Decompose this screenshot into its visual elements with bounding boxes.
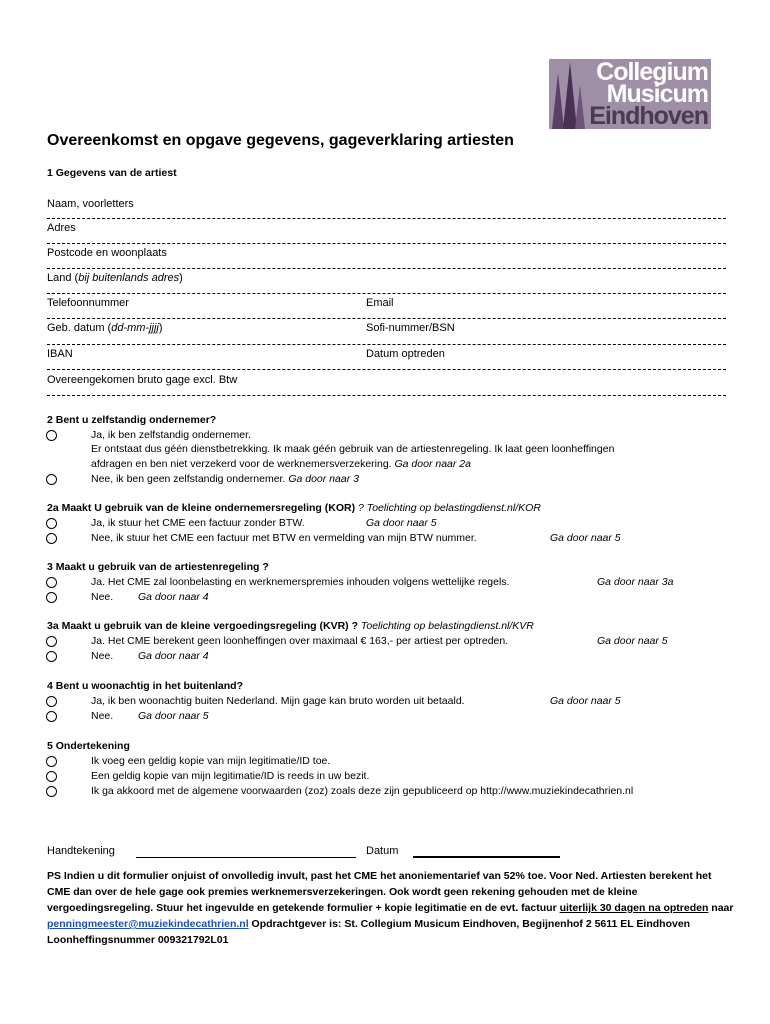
fee-input-line[interactable] <box>47 395 726 396</box>
q2-yes-explanation-2: afdragen en ben niet verzekerd voor de werknemersverzekering. Ga door naar 2a <box>91 458 471 470</box>
q5-terms-label: Ik ga akkoord met de algemene voorwaarden (zoz) zoals deze zijn gepubliceerd op http://www.muziekindecathrien.nl <box>91 785 634 797</box>
country-input-line[interactable] <box>47 293 726 294</box>
q5-id-on-file-checkbox[interactable] <box>46 771 57 782</box>
treasurer-email-link[interactable]: penningmeester@muziekindecathrien.nl <box>47 918 249 930</box>
q3-no-radio[interactable] <box>46 592 57 603</box>
q3-yes-label: Ja. Het CME zal loonbelasting en werknemerspremies inhouden volgens wettelijke regels. <box>91 576 510 588</box>
q2-no-radio[interactable] <box>46 474 57 485</box>
q4-no-label: Nee. <box>91 710 114 722</box>
q2-yes-radio[interactable] <box>46 430 57 441</box>
church-towers-icon <box>549 59 585 129</box>
q4-no-goto: Ga door naar 5 <box>138 710 209 722</box>
document-title: Overeenkomst en opgave gegevens, gageverklaring artiesten <box>47 132 514 149</box>
phone-field-label: Telefoonnummer <box>47 297 129 309</box>
q2-yes-explanation: Er ontstaat dus géén dienstbetrekking. Ik maak géén gebruik van de artiestenregeling. Ik laat geen loonheffingen <box>91 443 615 455</box>
question-3a-heading: 3a Maakt u gebruik van de kleine vergoedingsregeling (KVR) ? Toelichting op belastingdienst.nl/KVR <box>47 620 534 632</box>
q3-yes-radio[interactable] <box>46 577 57 588</box>
q3a-no-goto: Ga door naar 4 <box>138 650 209 662</box>
q3a-yes-radio[interactable] <box>46 636 57 647</box>
q3a-no-radio[interactable] <box>46 651 57 662</box>
question-2-heading: 2 Bent u zelfstandig ondernemer? <box>47 414 217 426</box>
dob-bsn-input-line[interactable] <box>47 344 726 345</box>
deadline-text: uiterlijk 30 dagen na optreden <box>559 902 709 914</box>
q2a-no-radio[interactable] <box>46 533 57 544</box>
section-1-heading: 1 Gegevens van de artiest <box>47 167 177 179</box>
dob-field-label: Geb. datum (dd-mm-jjjj) <box>47 322 163 334</box>
signature-label: Handtekening <box>47 845 115 857</box>
question-2a-heading: 2a Maakt U gebruik van de kleine ondernemersregeling (KOR) ? Toelichting op belastingdienst.nl/KOR <box>47 502 541 514</box>
q3a-no-label: Nee. <box>91 650 114 662</box>
q3-no-label: Nee. <box>91 591 114 603</box>
collegium-musicum-logo <box>549 59 711 129</box>
q4-yes-radio[interactable] <box>46 696 57 707</box>
q4-yes-label: Ja, ik ben woonachtig buiten Nederland. Mijn gage kan bruto worden uit betaald. <box>91 695 465 707</box>
q2-yes-label: Ja, ik ben zelfstandig ondernemer. <box>91 429 251 441</box>
email-field-label: Email <box>366 297 394 309</box>
q2a-yes-goto: Ga door naar 5 <box>366 517 437 529</box>
logo-text-musicum: Musicum <box>606 80 708 108</box>
name-field-label: Naam, voorletters <box>47 198 134 210</box>
logo-text-eindhoven: Eindhoven <box>589 102 708 130</box>
q3a-yes-goto: Ga door naar 5 <box>597 635 668 647</box>
phone-email-input-line[interactable] <box>47 318 726 319</box>
country-field-label: Land (bij buitenlands adres) <box>47 272 183 284</box>
question-4-heading: 4 Bent u woonachtig in het buitenland? <box>47 680 243 692</box>
q3-no-goto: Ga door naar 4 <box>138 591 209 603</box>
kvr-reference: Toelichting op belastingdienst.nl/KVR <box>358 620 534 632</box>
q5-id-on-file-label: Een geldig kopie van mijn legitimatie/ID is reeds in uw bezit. <box>91 770 370 782</box>
iban-field-label: IBAN <box>47 348 73 360</box>
question-3-heading: 3 Maakt u gebruik van de artiestenregeling ? <box>47 561 269 573</box>
q2-no-goto: Ga door naar 3 <box>288 473 359 485</box>
name-input-line[interactable] <box>47 218 726 219</box>
q3a-yes-label: Ja. Het CME berekent geen loonheffingen over maximaal € 163,- per artiest per optreden. <box>91 635 509 647</box>
q2a-yes-radio[interactable] <box>46 518 57 529</box>
ps-notice: PS Indien u dit formulier onjuist of onvolledig invult, past het CME het anoniementarief van 52% toe. Voor Ned. Artiesten berekent het CME dan over de hele gage ook premies werknemersverzekeringen. Ook wordt geen rekening gehouden met de kleine vergoedingsregeling. Stuur het ingevulde en getekende formulier + kopie legitimatie en de evt. factuur uiterlijk 30 dagen na optreden naar penningmeester@muziekindecathrien.nl Opdrachtgever is: St. Collegium Musicum Eindhoven, Begijnenhof 2 5611 EL Eindhoven Loonheffingsnummer 009321792L01 <box>47 870 734 946</box>
signature-date-input-line[interactable] <box>413 856 560 858</box>
q3-yes-goto: Ga door naar 3a <box>597 576 674 588</box>
q2-yes-goto: Ga door naar 2a <box>394 458 471 470</box>
q5-id-attached-label: Ik voeg een geldig kopie van mijn legitimatie/ID toe. <box>91 755 331 767</box>
q5-id-attached-checkbox[interactable] <box>46 756 57 767</box>
fee-field-label: Overeengekomen bruto gage excl. Btw <box>47 374 238 386</box>
q2-no-label: Nee, ik ben geen zelfstandig ondernemer. Ga door naar 3 <box>91 473 359 485</box>
signature-input-line[interactable] <box>136 857 356 858</box>
kor-reference: ? Toelichting op belastingdienst.nl/KOR <box>355 502 541 514</box>
q5-terms-checkbox[interactable] <box>46 786 57 797</box>
performance-date-field-label: Datum optreden <box>366 348 445 360</box>
q2a-no-goto: Ga door naar 5 <box>550 532 621 544</box>
q4-yes-goto: Ga door naar 5 <box>550 695 621 707</box>
bsn-field-label: Sofi-nummer/BSN <box>366 322 455 334</box>
address-field-label: Adres <box>47 222 76 234</box>
address-input-line[interactable] <box>47 243 726 244</box>
postcode-field-label: Postcode en woonplaats <box>47 247 167 259</box>
signature-date-label: Datum <box>366 845 399 857</box>
logo-text-collegium: Collegium <box>596 58 708 86</box>
q2a-no-label: Nee, ik stuur het CME een factuur met BTW en vermelding van mijn BTW nummer. <box>91 532 477 544</box>
iban-date-input-line[interactable] <box>47 369 726 370</box>
q2a-yes-label: Ja, ik stuur het CME een factuur zonder BTW. <box>91 517 305 529</box>
q4-no-radio[interactable] <box>46 711 57 722</box>
question-5-heading: 5 Ondertekening <box>47 740 130 752</box>
postcode-input-line[interactable] <box>47 268 726 269</box>
